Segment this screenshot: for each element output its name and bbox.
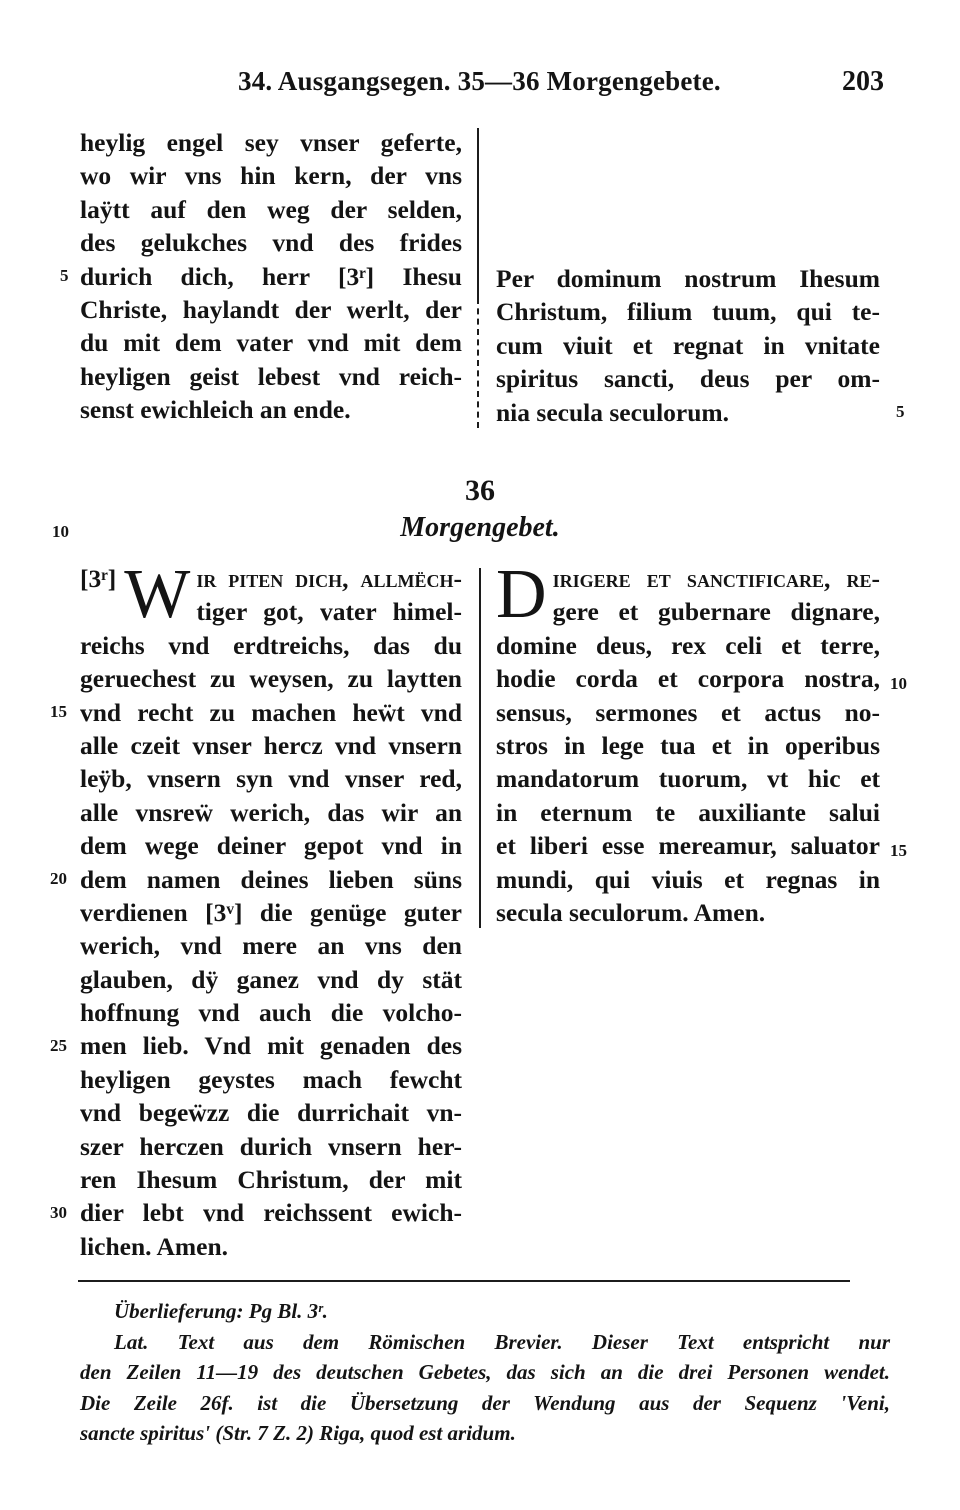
text-line: hodie corda et corpora nostra,: [496, 664, 880, 694]
text-line: heylig engel sey vnser geferte,: [80, 128, 462, 157]
section35-german-column: [80, 126, 462, 427]
drop-cap-initial: D: [496, 562, 547, 629]
column-divider-dashed: [477, 298, 479, 428]
text-line: laÿtt auf den weg der selden,: [80, 194, 462, 224]
footnote-rule: [78, 1280, 850, 1282]
text-line: spiritus sancti, deus per om-: [496, 364, 880, 394]
line-number: 15: [890, 841, 907, 860]
section36-german-column: [80, 562, 462, 1263]
text-line: glauben, dÿ ganez vnd dy stät: [80, 964, 462, 994]
page-header: [0, 66, 960, 106]
section36-latin-column: [496, 562, 880, 929]
text-line: men lieb. Vnd mit genaden des: [80, 1031, 462, 1061]
text-line: alle czeit vnser hercz vnd vnsern: [80, 730, 462, 760]
text-line: Christum, filium tuum, qui te-: [496, 297, 880, 327]
line-number: 20: [50, 869, 67, 888]
text-line: lichen. Amen.: [80, 1231, 229, 1261]
line-number: 10: [890, 674, 907, 693]
text-line: senst ewichleich an ende.: [80, 395, 351, 425]
text-line: du mit dem vater vnd mit dem: [80, 328, 462, 358]
line-number: 5: [896, 402, 905, 421]
text-line: des gelukches vnd des frides: [80, 228, 462, 258]
line-number: 25: [50, 1036, 67, 1055]
text-line: tiger got, vater himel-: [196, 597, 462, 627]
text-line: wo wir vns hin kern, der vns: [80, 161, 462, 191]
text-line: geruechest zu weysen, zu laytten: [80, 664, 462, 694]
column-divider: [477, 128, 479, 298]
opening-block: [496, 562, 880, 629]
opening-block: [80, 562, 462, 629]
text-line: ir piten dich, allmëch-: [196, 564, 462, 593]
text-line: durich dich, herr [3ʳ] Ihesu: [80, 261, 462, 291]
text-line: heyligen geist lebest vnd reich-: [80, 361, 462, 391]
text-line: domine deus, rex celi et terre,: [496, 630, 880, 660]
section35-latin-column: [496, 262, 880, 429]
text-line: et liberi esse mereamur, saluator: [496, 831, 880, 861]
note-line: Lat. Text aus dem Römischen Brevier. Dieser Text entspricht nur: [114, 1329, 890, 1354]
text-line: nia secula seculorum.: [496, 397, 730, 427]
text-line: alle vnsreẅ werich, das wir an: [80, 797, 462, 827]
text-line: gere et gubernare dignare,: [552, 597, 880, 627]
page-number: 203: [842, 66, 884, 97]
text-line: werich, vnd mere an vns den: [80, 931, 462, 961]
text-line: secula seculorum. Amen.: [496, 897, 766, 927]
text-line: sensus, sermones et actus no-: [496, 697, 880, 727]
folio-reference: [3ʳ]: [80, 564, 117, 593]
note-line: den Zeilen 11—19 des deutschen Gebetes, das sich an die drei Personen wendet.: [80, 1360, 890, 1384]
text-line: heyligen geystes mach fewcht: [80, 1064, 462, 1094]
text-line: dier lebt vnd reichssent ewich-: [80, 1198, 462, 1228]
running-title: 34. Ausgangsegen. 35—36 Morgengebete.: [238, 66, 721, 96]
text-line: Per dominum nostrum Ihesum: [496, 264, 880, 293]
section-title: Morgengebet.: [400, 512, 560, 543]
text-line: reichs vnd erdtreichs, das du: [80, 630, 462, 660]
note-line: Die Zeile 26f. ist die Übersetzung der Wendung aus der Sequenz 'Veni,: [80, 1390, 890, 1415]
text-line: hoffnung vnd auch die volcho-: [80, 998, 462, 1028]
line-number: 10: [52, 522, 69, 541]
note-line: Überlieferung: Pg Bl. 3ʳ.: [114, 1299, 328, 1323]
note-line: sancte spiritus' (Str. 7 Z. 2) Riga, quod est aridum.: [80, 1421, 516, 1445]
line-number: 30: [50, 1203, 67, 1222]
text-line: verdienen [3ᵛ] die genüge guter: [80, 897, 462, 927]
line-number: 15: [50, 702, 67, 721]
text-line: dem namen deines lieben süns: [80, 864, 462, 894]
section-number: 36: [465, 474, 495, 507]
text-line: leÿb, vnsern syn vnd vnser red,: [80, 764, 462, 794]
text-line: cum viuit et regnat in vnitate: [496, 330, 880, 360]
text-line: mundi, qui viuis et regnas in: [496, 864, 880, 894]
text-line: szer herczen durich vnsern her-: [80, 1131, 462, 1161]
text-line: stros in lege tua et in operibus: [496, 730, 880, 760]
text-line: irigere et sanctificare, re-: [552, 564, 880, 593]
text-line: dem wege deiner gepot vnd in: [80, 831, 462, 861]
text-line: ren Ihesum Christum, der mit: [80, 1165, 462, 1195]
text-line: mandatorum tuorum, vt hic et: [496, 764, 880, 794]
text-line: Christe, haylandt der werlt, der: [80, 294, 462, 324]
text-line: vnd begeẅzz die durrichait vn-: [80, 1098, 462, 1128]
column-divider: [479, 568, 481, 928]
text-line: in eternum te auxiliante salui: [496, 797, 880, 827]
line-number: 5: [60, 266, 69, 285]
apparatus-notes: [80, 1296, 890, 1449]
drop-cap-initial: W: [124, 562, 191, 629]
text-line: vnd recht zu machen heẅt vnd: [80, 697, 462, 727]
